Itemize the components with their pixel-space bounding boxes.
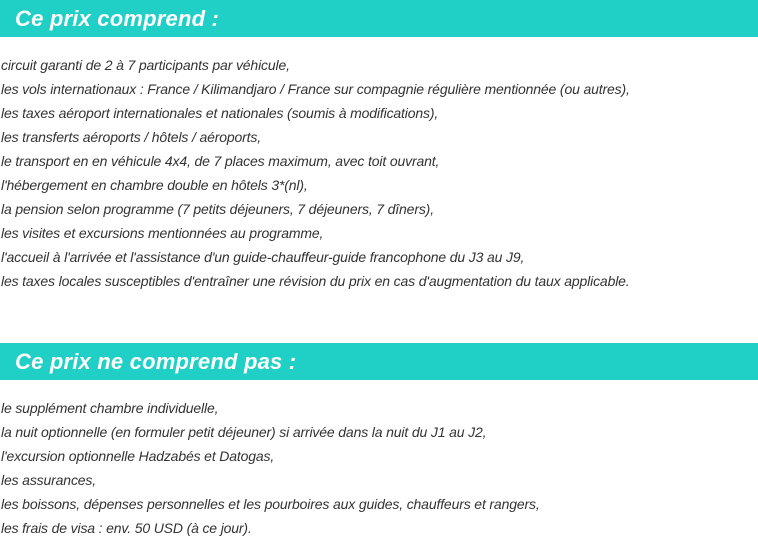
- excluded-section-title: Ce prix ne comprend pas :: [15, 348, 297, 374]
- included-section-header: [0, 0, 758, 37]
- included-item-flights: les vols internationaux : France / Kilimandjaro / France sur compagnie régulière mentionnée (ou autres),: [1, 81, 630, 97]
- included-item-accommodation: l'hébergement en chambre double en hôtels 3*(nl),: [1, 177, 308, 193]
- included-item-meals: la pension selon programme (7 petits déjeuners, 7 déjeuners, 7 dîners),: [1, 201, 434, 217]
- included-section-title: Ce prix comprend :: [15, 5, 220, 31]
- excluded-items-list: [1, 396, 540, 540]
- included-item-circuit: circuit garanti de 2 à 7 participants par véhicule,: [1, 57, 290, 73]
- excluded-item-optional-excursion: l'excursion optionnelle Hadzabés et Datogas,: [1, 448, 275, 464]
- excluded-item-visa-fees: les frais de visa : env. 50 USD (à ce jour).: [1, 520, 252, 536]
- excluded-item-insurance: les assurances,: [1, 472, 97, 488]
- excluded-item-single-supplement: le supplément chambre individuelle,: [1, 400, 219, 416]
- included-item-visits: les visites et excursions mentionnées au programme,: [1, 225, 324, 241]
- excluded-item-optional-night: la nuit optionnelle (en formuler petit déjeuner) si arrivée dans la nuit du J1 au J2,: [1, 424, 487, 440]
- excluded-item-drinks-tips: les boissons, dépenses personnelles et les pourboires aux guides, chauffeurs et rangers,: [1, 496, 540, 512]
- included-item-transfers: les transferts aéroports / hôtels / aéroports,: [1, 129, 262, 145]
- included-item-airport-taxes: les taxes aéroport internationales et nationales (soumis à modifications),: [1, 105, 439, 121]
- included-items-list: [1, 53, 630, 293]
- excluded-section-header: [0, 343, 758, 380]
- included-item-guide: l'accueil à l'arrivée et l'assistance d'un guide-chauffeur-guide francophone du J3 au J9,: [1, 249, 525, 265]
- included-item-local-taxes: les taxes locales susceptibles d'entraîner une révision du prix en cas d'augmentation du taux applicable.: [1, 273, 630, 289]
- included-item-transport: le transport en en véhicule 4x4, de 7 places maximum, avec toit ouvrant,: [1, 153, 440, 169]
